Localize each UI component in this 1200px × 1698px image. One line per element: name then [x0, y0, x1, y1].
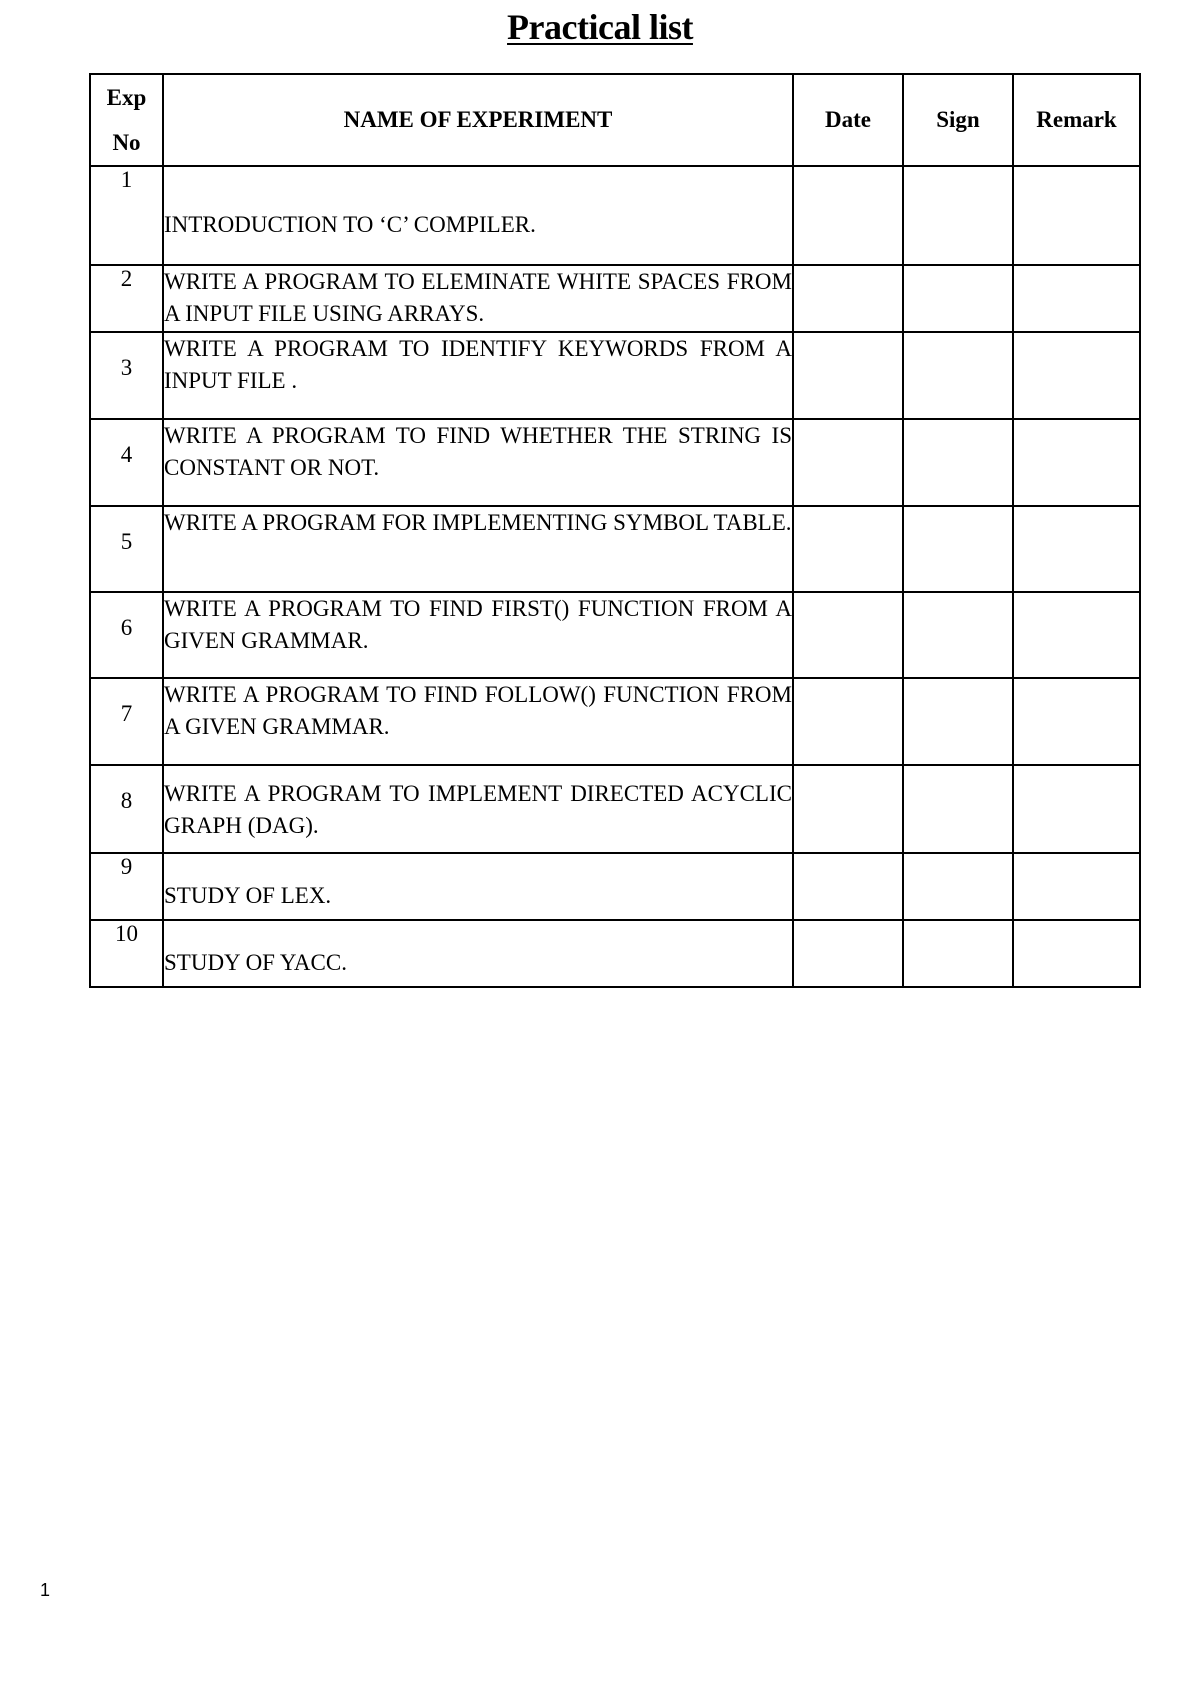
date-cell[interactable]	[793, 166, 903, 265]
experiment-name: STUDY OF LEX.	[163, 853, 793, 920]
remark-cell[interactable]	[1013, 678, 1140, 765]
exp-number: 6	[90, 592, 163, 678]
header-date: Date	[793, 74, 903, 166]
sign-cell[interactable]	[903, 920, 1013, 987]
experiment-name: WRITE A PROGRAM TO ELEMINATE WHITE SPACES FROM A INPUT FILE USING ARRAYS.	[163, 265, 793, 332]
date-cell[interactable]	[793, 419, 903, 506]
experiment-name: WRITE A PROGRAM TO FIND FOLLOW() FUNCTION FROM A GIVEN GRAMMAR.	[163, 678, 793, 765]
sign-cell[interactable]	[903, 765, 1013, 853]
table-row	[90, 265, 1140, 332]
remark-cell[interactable]	[1013, 419, 1140, 506]
table-row	[90, 920, 1140, 987]
experiment-name: WRITE A PROGRAM TO IDENTIFY KEYWORDS FROM A INPUT FILE .	[163, 332, 793, 419]
table-row	[90, 506, 1140, 592]
remark-cell[interactable]	[1013, 166, 1140, 265]
exp-number: 9	[90, 853, 163, 920]
remark-cell[interactable]	[1013, 332, 1140, 419]
remark-cell[interactable]	[1013, 853, 1140, 920]
date-cell[interactable]	[793, 592, 903, 678]
experiment-name: WRITE A PROGRAM TO IMPLEMENT DIRECTED ACYCLIC GRAPH (DAG).	[163, 765, 793, 853]
date-cell[interactable]	[793, 765, 903, 853]
date-cell[interactable]	[793, 920, 903, 987]
table-row	[90, 332, 1140, 419]
sign-cell[interactable]	[903, 506, 1013, 592]
header-remark: Remark	[1013, 74, 1140, 166]
table-row	[90, 166, 1140, 265]
date-cell[interactable]	[793, 853, 903, 920]
remark-cell[interactable]	[1013, 592, 1140, 678]
date-cell[interactable]	[793, 265, 903, 332]
table-row	[90, 678, 1140, 765]
experiment-name: INTRODUCTION TO ‘C’ COMPILER.	[163, 166, 793, 265]
sign-cell[interactable]	[903, 419, 1013, 506]
sign-cell[interactable]	[903, 853, 1013, 920]
remark-cell[interactable]	[1013, 765, 1140, 853]
header-sign: Sign	[903, 74, 1013, 166]
header-no-label: No	[112, 130, 141, 155]
exp-number: 2	[90, 265, 163, 332]
table-row	[90, 592, 1140, 678]
sign-cell[interactable]	[903, 592, 1013, 678]
remark-cell[interactable]	[1013, 506, 1140, 592]
exp-number: 3	[90, 332, 163, 419]
date-cell[interactable]	[793, 506, 903, 592]
exp-number: 10	[90, 920, 163, 987]
page-title: Practical list	[507, 7, 693, 47]
experiment-name: STUDY OF YACC.	[163, 920, 793, 987]
table-header-row	[90, 74, 1140, 166]
experiment-name: WRITE A PROGRAM TO FIND FIRST() FUNCTION FROM A GIVEN GRAMMAR.	[163, 592, 793, 678]
remark-cell[interactable]	[1013, 920, 1140, 987]
experiment-name: WRITE A PROGRAM FOR IMPLEMENTING SYMBOL TABLE.	[163, 506, 793, 592]
date-cell[interactable]	[793, 678, 903, 765]
exp-number: 7	[90, 678, 163, 765]
exp-number: 8	[90, 765, 163, 853]
sign-cell[interactable]	[903, 678, 1013, 765]
header-name-of-experiment: NAME OF EXPERIMENT	[163, 74, 793, 166]
table-row	[90, 419, 1140, 506]
sign-cell[interactable]	[903, 166, 1013, 265]
practical-list-table	[89, 73, 1141, 988]
remark-cell[interactable]	[1013, 265, 1140, 332]
sign-cell[interactable]	[903, 332, 1013, 419]
page-number: 1	[40, 1580, 51, 1600]
sign-cell[interactable]	[903, 265, 1013, 332]
exp-number: 4	[90, 419, 163, 506]
exp-number: 1	[90, 166, 163, 265]
header-exp-label: Exp	[106, 85, 147, 110]
table-row	[90, 853, 1140, 920]
table-row	[90, 765, 1140, 853]
experiment-name: WRITE A PROGRAM TO FIND WHETHER THE STRING IS CONSTANT OR NOT.	[163, 419, 793, 506]
header-exp-no	[90, 74, 163, 166]
exp-number: 5	[90, 506, 163, 592]
date-cell[interactable]	[793, 332, 903, 419]
